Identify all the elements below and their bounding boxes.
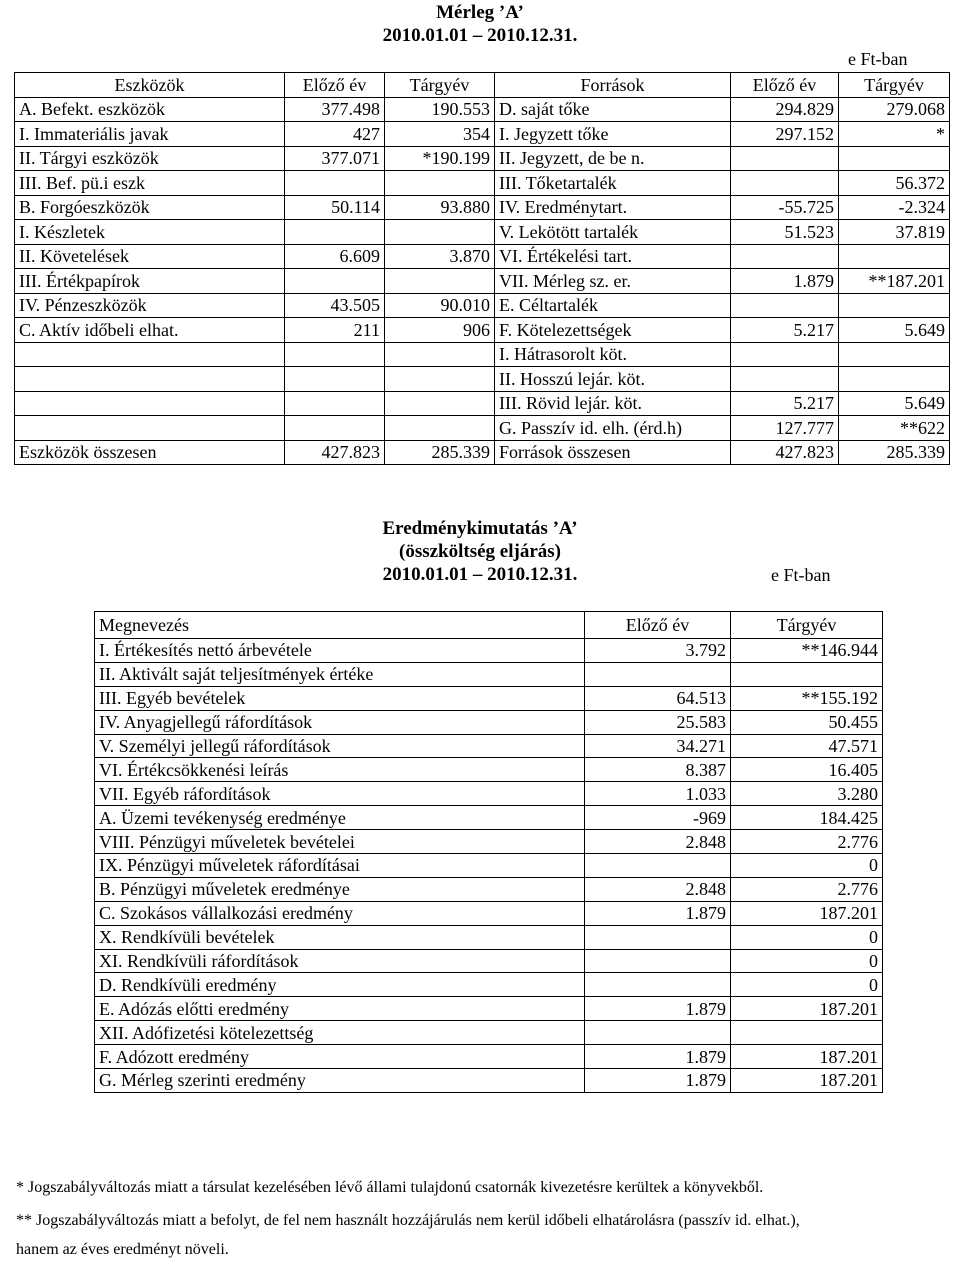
balance-cell [731,146,839,171]
balance-header-cell: Előző év [731,73,839,98]
balance-cell: III. Rövid lejár. köt. [495,391,731,416]
income-cell: VI. Értékcsökkenési leírás [95,758,585,782]
balance-cell: E. Céltartalék [495,293,731,318]
balance-header-row [15,73,950,98]
balance-cell [385,391,495,416]
balance-row [15,342,950,367]
income-cell: 1.879 [585,1045,731,1069]
balance-cell [15,367,285,392]
income-cell: D. Rendkívüli eredmény [95,973,585,997]
income-row [95,686,883,710]
balance-cell: Eszközök összesen [15,440,285,465]
income-unit: e Ft-ban [771,565,831,585]
balance-cell: 190.553 [385,97,495,122]
income-cell: -969 [585,806,731,830]
balance-cell [839,342,950,367]
income-cell: 187.201 [731,901,883,925]
balance-row [15,293,950,318]
balance-cell: 37.819 [839,220,950,245]
income-row [95,806,883,830]
balance-cell: F. Kötelezettségek [495,318,731,343]
income-header-cell: Előző év [585,612,731,639]
income-cell: I. Értékesítés nettó árbevétele [95,639,585,663]
income-cell [585,973,731,997]
balance-cell: 3.870 [385,244,495,269]
balance-cell [285,342,385,367]
balance-row [15,220,950,245]
income-cell: XI. Rendkívüli ráfordítások [95,949,585,973]
income-cell [585,854,731,878]
income-cell: VIII. Pénzügyi műveletek bevételei [95,830,585,854]
balance-header-cell: Eszközök [15,73,285,98]
balance-cell: 906 [385,318,495,343]
balance-cell: 294.829 [731,97,839,122]
balance-cell: I. Hátrasorolt köt. [495,342,731,367]
balance-cell: III. Bef. pü.i eszk [15,171,285,196]
income-row [95,782,883,806]
balance-cell: 51.523 [731,220,839,245]
balance-cell: 5.649 [839,391,950,416]
balance-unit: e Ft-ban [848,49,908,69]
balance-cell: II. Tárgyi eszközök [15,146,285,171]
balance-cell [385,269,495,294]
balance-cell: 285.339 [839,440,950,465]
income-cell: 3.280 [731,782,883,806]
balance-row [15,367,950,392]
balance-cell: IV. Pénzeszközök [15,293,285,318]
balance-cell [731,244,839,269]
income-cell: 187.201 [731,1045,883,1069]
balance-cell: I. Immateriális javak [15,122,285,147]
income-cell: 47.571 [731,734,883,758]
balance-cell [839,367,950,392]
income-cell: II. Aktivált saját teljesítmények értéke [95,662,585,686]
balance-period: 2010.01.01 – 2010.12.31. [382,25,578,46]
balance-cell [385,342,495,367]
income-cell: 3.792 [585,639,731,663]
balance-cell: II. Hosszú lejár. köt. [495,367,731,392]
balance-cell: 211 [285,318,385,343]
income-cell: 50.455 [731,710,883,734]
balance-header-cell: Előző év [285,73,385,98]
balance-cell: D. saját tőke [495,97,731,122]
income-cell: VII. Egyéb ráfordítások [95,782,585,806]
balance-cell: 5.217 [731,318,839,343]
balance-cell: I. Jegyzett tőke [495,122,731,147]
balance-cell [839,244,950,269]
balance-cell: *190.199 [385,146,495,171]
balance-cell: VI. Értékelési tart. [495,244,731,269]
balance-cell [731,367,839,392]
footnote-3: hanem az éves eredményt növeli. [16,1241,229,1258]
balance-cell: 6.609 [285,244,385,269]
income-cell: 1.033 [585,782,731,806]
footnote-2: ** Jogszabályváltozás miatt a befolyt, de fel nem használt hozzájárulás nem kerül időbeli elhatárolásra (passzív id. elhat.), [16,1212,800,1229]
balance-cell: 354 [385,122,495,147]
income-subtitle: (összköltség eljárás) [399,541,561,562]
income-row [95,662,883,686]
income-row [95,1045,883,1069]
balance-cell: 279.068 [839,97,950,122]
income-row [95,1021,883,1045]
balance-cell: 43.505 [285,293,385,318]
balance-row [15,122,950,147]
balance-cell: -2.324 [839,195,950,220]
income-cell: 187.201 [731,1069,883,1093]
income-cell: 187.201 [731,997,883,1021]
income-cell: 0 [731,973,883,997]
balance-cell: 427 [285,122,385,147]
balance-cell [731,171,839,196]
balance-cell: III. Értékpapírok [15,269,285,294]
balance-cell: 377.071 [285,146,385,171]
balance-cell: 5.217 [731,391,839,416]
income-cell: C. Szokásos vállalkozási eredmény [95,901,585,925]
income-row [95,973,883,997]
balance-header-cell: Tárgyév [385,73,495,98]
balance-cell: 297.152 [731,122,839,147]
balance-cell [15,342,285,367]
balance-cell [385,171,495,196]
income-cell: 1.879 [585,1069,731,1093]
income-cell: E. Adózás előtti eredmény [95,997,585,1021]
balance-row [15,416,950,441]
balance-row [15,318,950,343]
balance-cell: -55.725 [731,195,839,220]
income-cell: 1.879 [585,901,731,925]
balance-cell: 56.372 [839,171,950,196]
income-title: Eredménykimutatás ’A’ [382,518,578,539]
balance-cell [285,367,385,392]
income-cell: **146.944 [731,639,883,663]
balance-cell: 93.880 [385,195,495,220]
income-row [95,830,883,854]
balance-cell [285,391,385,416]
balance-cell: III. Tőketartalék [495,171,731,196]
income-cell: 2.776 [731,877,883,901]
balance-cell: C. Aktív időbeli elhat. [15,318,285,343]
income-cell: B. Pénzügyi műveletek eredménye [95,877,585,901]
balance-cell: 90.010 [385,293,495,318]
income-cell: 1.879 [585,997,731,1021]
footnote-1: * Jogszabályváltozás miatt a társulat kezelésében lévő állami tulajdonú csatornák kivezetésre kerültek a könyvekből. [16,1179,764,1196]
balance-cell: 427.823 [731,440,839,465]
balance-cell: 285.339 [385,440,495,465]
income-cell: 2.776 [731,830,883,854]
balance-row [15,391,950,416]
income-row [95,639,883,663]
balance-cell [285,220,385,245]
balance-cell: 127.777 [731,416,839,441]
income-row [95,997,883,1021]
income-cell: III. Egyéb bevételek [95,686,585,710]
income-cell [731,1021,883,1045]
income-cell: V. Személyi jellegű ráfordítások [95,734,585,758]
income-cell: 8.387 [585,758,731,782]
balance-cell: II. Követelések [15,244,285,269]
balance-cell [15,416,285,441]
income-cell: 25.583 [585,710,731,734]
balance-cell: IV. Eredménytart. [495,195,731,220]
balance-row [15,269,950,294]
balance-cell: 377.498 [285,97,385,122]
income-cell: **155.192 [731,686,883,710]
balance-cell: 427.823 [285,440,385,465]
income-header-cell: Tárgyév [731,612,883,639]
income-cell: 0 [731,925,883,949]
balance-title: Mérleg ’A’ [436,2,524,23]
balance-cell [15,391,285,416]
balance-cell: V. Lekötött tartalék [495,220,731,245]
income-cell: 34.271 [585,734,731,758]
income-header-row [95,612,883,639]
balance-header-cell: Források [495,73,731,98]
income-row [95,1069,883,1093]
balance-cell [731,293,839,318]
income-cell: F. Adózott eredmény [95,1045,585,1069]
balance-header-cell: Tárgyév [839,73,950,98]
income-cell: 2.848 [585,830,731,854]
balance-cell [385,367,495,392]
income-row [95,758,883,782]
income-cell: X. Rendkívüli bevételek [95,925,585,949]
balance-cell: **622 [839,416,950,441]
balance-cell [385,220,495,245]
balance-cell: * [839,122,950,147]
income-cell: IX. Pénzügyi műveletek ráfordításai [95,854,585,878]
income-cell [585,925,731,949]
balance-cell [285,269,385,294]
balance-cell: **187.201 [839,269,950,294]
balance-cell: G. Passzív id. elh. (érd.h) [495,416,731,441]
balance-cell [385,416,495,441]
income-cell: 16.405 [731,758,883,782]
balance-row [15,146,950,171]
balance-cell [285,416,385,441]
balance-cell: VII. Mérleg sz. er. [495,269,731,294]
income-row [95,901,883,925]
balance-cell [285,171,385,196]
balance-cell: A. Befekt. eszközök [15,97,285,122]
balance-cell: 50.114 [285,195,385,220]
income-row [95,877,883,901]
balance-cell [731,342,839,367]
income-header-cell: Megnevezés [95,612,585,639]
balance-cell [839,293,950,318]
balance-cell: 1.879 [731,269,839,294]
balance-cell [839,146,950,171]
balance-row [15,195,950,220]
income-cell: 184.425 [731,806,883,830]
income-statement-table [94,611,883,1093]
balance-cell: 5.649 [839,318,950,343]
balance-cell: Források összesen [495,440,731,465]
income-row [95,854,883,878]
income-cell [585,1021,731,1045]
income-row [95,925,883,949]
income-cell: IV. Anyagjellegű ráfordítások [95,710,585,734]
balance-cell: II. Jegyzett, de be n. [495,146,731,171]
income-cell: 64.513 [585,686,731,710]
income-cell [731,662,883,686]
balance-row [15,171,950,196]
income-cell: A. Üzemi tevékenység eredménye [95,806,585,830]
income-cell: 0 [731,949,883,973]
balance-row [15,244,950,269]
balance-row [15,97,950,122]
income-cell [585,662,731,686]
income-cell: XII. Adófizetési kötelezettség [95,1021,585,1045]
income-row [95,710,883,734]
balance-cell: I. Készletek [15,220,285,245]
income-cell: G. Mérleg szerinti eredmény [95,1069,585,1093]
income-row [95,949,883,973]
income-cell [585,949,731,973]
income-row [95,734,883,758]
income-cell: 2.848 [585,877,731,901]
balance-row [15,440,950,465]
balance-cell: B. Forgóeszközök [15,195,285,220]
balance-sheet-table [14,72,950,465]
income-period: 2010.01.01 – 2010.12.31. [382,564,578,585]
income-cell: 0 [731,854,883,878]
